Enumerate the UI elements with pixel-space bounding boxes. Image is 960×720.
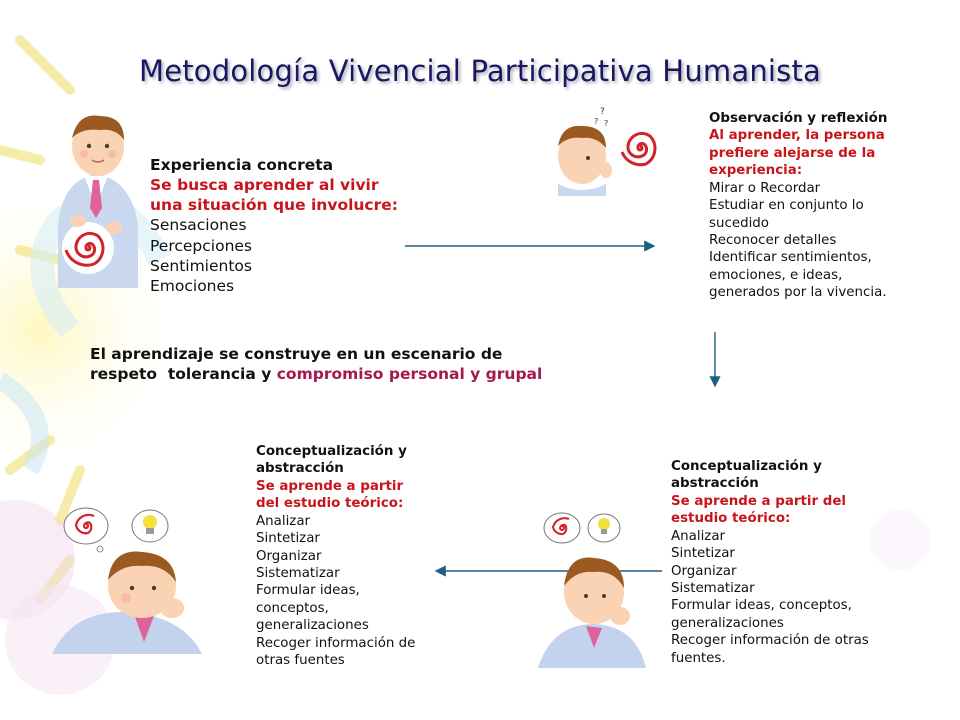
concept-right-item: fuentes.: [671, 650, 726, 666]
concept-right-item: Sintetizar: [671, 546, 735, 562]
concept-left-heading-1: Conceptualización y: [256, 444, 407, 459]
observacion-item: sucedido: [709, 215, 769, 231]
concept-left-item: Organizar: [256, 548, 322, 564]
observacion-item: Identificar sentimientos,: [709, 250, 872, 266]
observacion-item: generados por la vivencia.: [709, 285, 887, 301]
concept-left-block: [256, 443, 456, 669]
experiencia-heading: Experiencia concreta: [150, 156, 334, 174]
experiencia-item: Emociones: [150, 276, 235, 295]
experiencia-item: Sentimientos: [150, 256, 252, 275]
observacion-subtitle-3: experiencia:: [709, 163, 803, 179]
concept-left-item: generalizaciones: [256, 618, 369, 634]
observacion-item: Mirar o Recordar: [709, 180, 821, 196]
experiencia-item: Sensaciones: [150, 216, 247, 235]
concept-right-item: Sistematizar: [671, 580, 755, 596]
concept-left-item: conceptos,: [256, 600, 329, 616]
spiral-icon: [64, 508, 108, 552]
middle-line-2-highlight: compromiso personal y grupal: [276, 365, 543, 384]
middle-line-1: El aprendizaje se construye en un escenario de: [90, 345, 503, 363]
observacion-item: emociones, e ideas,: [709, 267, 843, 283]
concept-left-item: otras fuentes: [256, 653, 345, 669]
experiencia-item: Percepciones: [150, 236, 253, 255]
observacion-item: Estudiar en conjunto lo: [709, 198, 864, 214]
concept-left-subtitle-2: del estudio teórico:: [256, 496, 404, 512]
concept-left-item: Recoger información de: [256, 635, 416, 651]
page-title: Metodología Vivencial Participativa Humanista: [138, 54, 822, 88]
experiencia-subtitle-2: una situación que involucre:: [150, 196, 398, 215]
lightbulb-icon: [588, 514, 620, 542]
concept-right-item: Recoger información de otras: [671, 633, 869, 649]
svg-text:?: ?: [600, 107, 605, 117]
middle-statement: [90, 344, 650, 384]
concept-right-item: generalizaciones: [671, 615, 784, 631]
concept-right-heading-1: Conceptualización y: [671, 459, 822, 474]
concept-right-subtitle-1: Se aprende a partir del: [671, 493, 846, 509]
observacion-heading: Observación y reflexión: [709, 111, 888, 126]
concept-left-item: Analizar: [256, 513, 311, 529]
concept-left-item: Formular ideas,: [256, 583, 360, 599]
middle-line-2: [90, 364, 650, 384]
observacion-item: Reconocer detalles: [709, 232, 837, 248]
middle-line-2-plain: respeto tolerancia y: [90, 365, 277, 384]
concept-right-heading-2: abstracción: [671, 476, 759, 492]
concept-left-item: Sistematizar: [256, 565, 340, 581]
concept-right-subtitle-2: estudio teórico:: [671, 511, 791, 527]
concept-left-item: Sintetizar: [256, 531, 320, 547]
experiencia-subtitle-1: Se busca aprender al vivir: [150, 176, 379, 195]
svg-text:?: ?: [604, 119, 609, 128]
concept-right-item: Analizar: [671, 528, 726, 544]
concept-left-subtitle-1: Se aprende a partir: [256, 478, 404, 494]
person-figure-concept-right: [534, 508, 664, 668]
observacion-subtitle-1: Al aprender, la persona: [709, 128, 885, 144]
concept-right-block: [671, 458, 931, 667]
spiral-icon: [544, 513, 580, 543]
lightbulb-icon: [132, 510, 168, 542]
concept-left-heading-2: abstracción: [256, 461, 344, 477]
observacion-subtitle-2: prefiere alejarse de la: [709, 145, 876, 161]
concept-right-item: Organizar: [671, 563, 737, 579]
concept-right-item: Formular ideas, conceptos,: [671, 598, 852, 614]
svg-text:?: ?: [594, 117, 599, 126]
person-figure-concept-left: [42, 504, 252, 654]
